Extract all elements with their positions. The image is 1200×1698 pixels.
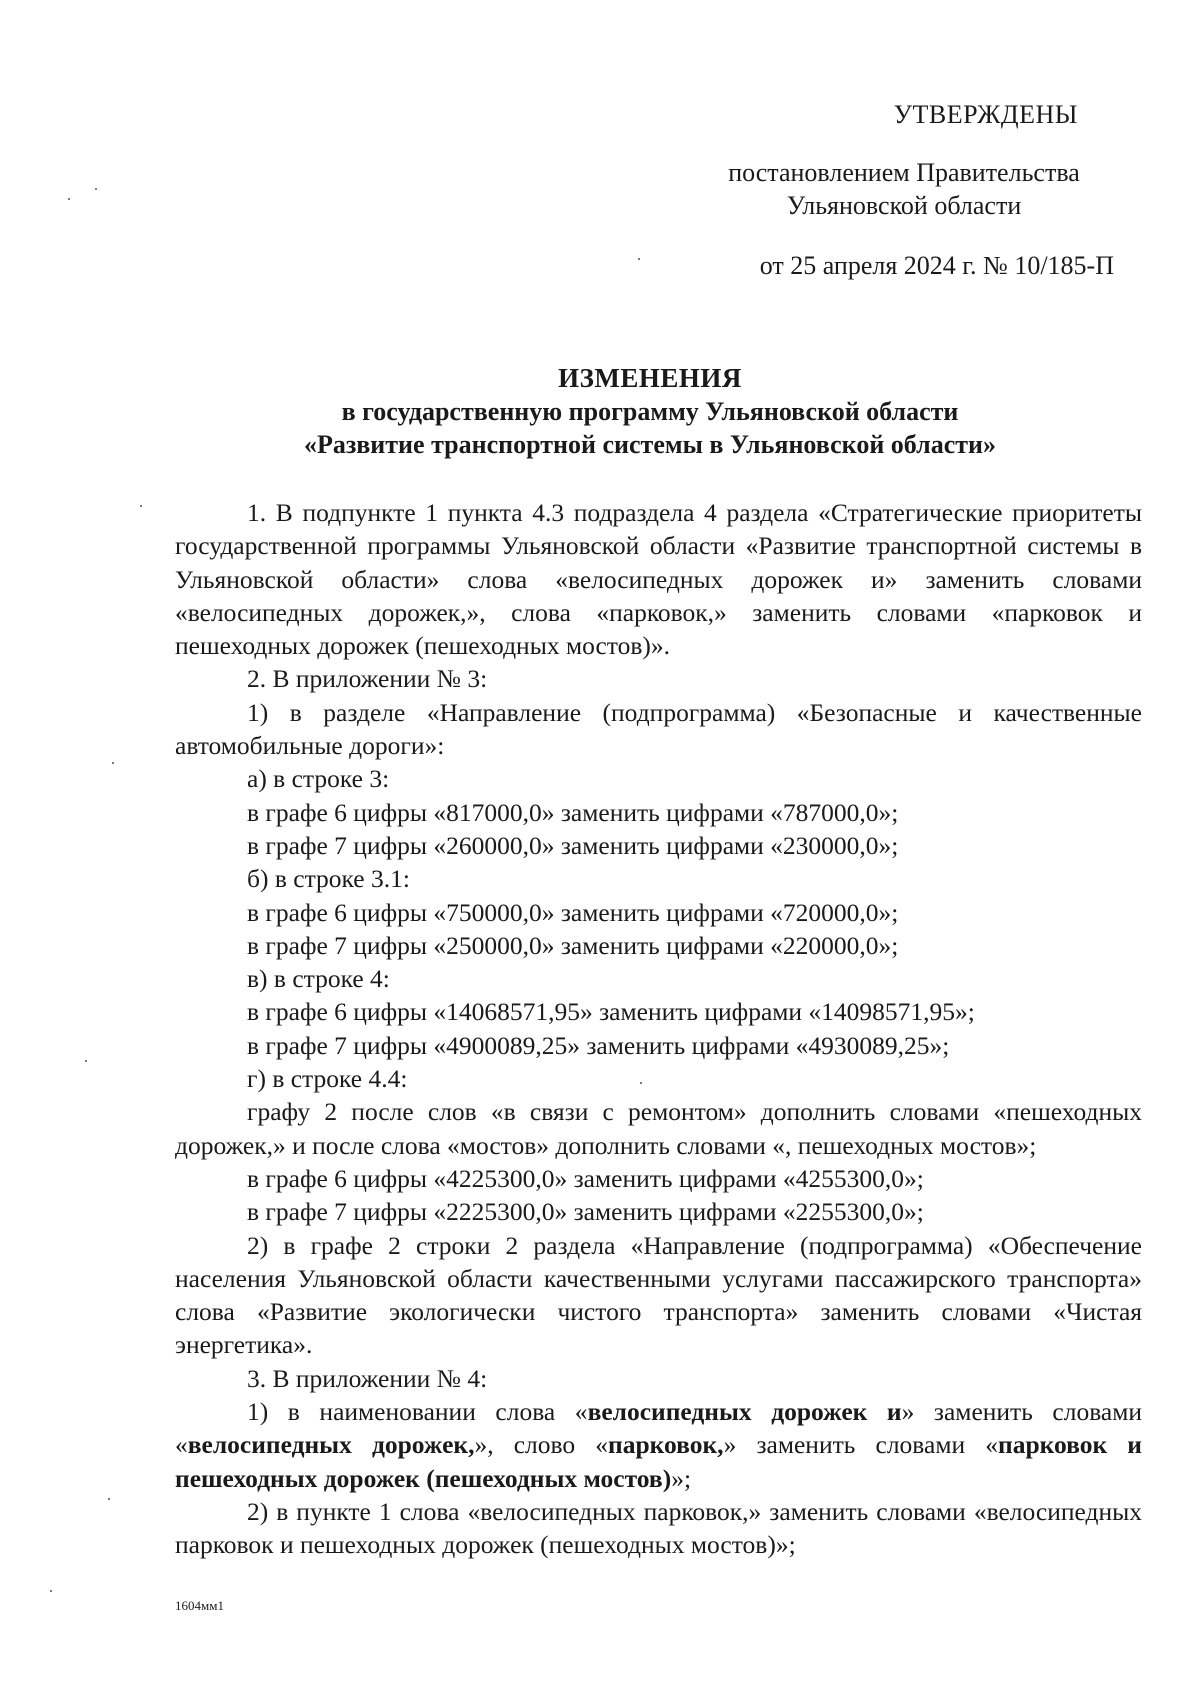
scan-speck bbox=[140, 505, 142, 507]
p19-bold-1: велосипедных дорожек и bbox=[587, 1397, 902, 1427]
paragraph-16: в графе 7 цифры «2225300,0» заменить цифрами «2255300,0»; bbox=[247, 1197, 924, 1227]
scan-speck bbox=[68, 198, 70, 200]
scan-speck bbox=[112, 762, 114, 764]
paragraph-2: 2. В приложении № 3: bbox=[247, 664, 488, 694]
paragraph-11: в графе 6 цифры «14068571,95» заменить цифрами «14098571,95»; bbox=[247, 997, 975, 1027]
paragraph-15: в графе 6 цифры «4225300,0» заменить цифрами «4255300,0»; bbox=[247, 1163, 924, 1193]
p19-bold-4: парковок и пешеходных дорожек (пешеходных мостов) bbox=[175, 1430, 1142, 1493]
approved-by-line-2: Ульяновской области bbox=[786, 191, 1022, 220]
paragraph-9: в графе 7 цифры «250000,0» заменить цифрами «220000,0»; bbox=[247, 930, 899, 960]
paragraph-10: в) в строке 4: bbox=[247, 964, 390, 994]
paragraph-1: 1. В подпункте 1 пункта 4.3 подраздела 4 раздела «Стратегические приоритеты государственной программы Ульяновской области «Развитие транспортной системы в Ульяновской области» слова «велосипедных дорожек и» заменить словами «велосипедных дорожек,», слова «парковок,» заменить словами «парковок и пешеходных дорожек (пешеходных мостов)». bbox=[175, 498, 1142, 661]
scan-speck bbox=[638, 258, 640, 260]
paragraph-13: г) в строке 4.4: bbox=[247, 1064, 408, 1094]
p19-part-e: » заменить словами « bbox=[723, 1430, 999, 1460]
paragraph-18: 3. В приложении № 4: bbox=[247, 1363, 488, 1393]
scan-speck bbox=[50, 1590, 52, 1592]
approval-date: от 25 апреля 2024 г. № 10/185-П bbox=[759, 251, 1114, 280]
paragraph-19 bbox=[175, 1395, 1142, 1495]
paragraph-12: в графе 7 цифры «4900089,25» заменить цифрами «4930089,25»; bbox=[247, 1030, 950, 1060]
p19-bold-2: велосипедных дорожек, bbox=[187, 1430, 475, 1460]
p19-part-a: 1) в наименовании слова « bbox=[247, 1397, 588, 1427]
title-line-2: в государственную программу Ульяновской области bbox=[341, 397, 959, 426]
approval-stamp bbox=[694, 98, 1114, 282]
scan-speck bbox=[640, 1082, 642, 1084]
paragraph-4: а) в строке 3: bbox=[247, 764, 390, 794]
approved-by-line-1: постановлением Правительства bbox=[728, 158, 1080, 187]
scan-speck bbox=[108, 1498, 110, 1500]
scan-speck bbox=[95, 188, 97, 190]
paragraph-5: в графе 6 цифры «817000,0» заменить цифрами «787000,0»; bbox=[247, 797, 899, 827]
p19-part-c: » заменить словами « bbox=[175, 1397, 1142, 1460]
footer-code: 1604мм1 bbox=[175, 1598, 224, 1613]
paragraph-14: графу 2 после слов «в связи с ремонтом» дополнить словами «пешеходных дорожек,» и после слова «мостов» дополнить словами «, пешеходных мостов»; bbox=[175, 1097, 1142, 1160]
scan-speck bbox=[85, 1060, 87, 1062]
paragraph-20: 2) в пункте 1 слова «велосипедных парковок,» заменить словами «велосипедных парковок и пешеходных дорожек (пешеходных мостов)»; bbox=[175, 1496, 1142, 1560]
paragraph-7: б) в строке 3.1: bbox=[247, 864, 410, 894]
p19-part-d: », слово « bbox=[474, 1430, 609, 1460]
title-line-3: «Развитие транспортной системы в Ульяновской области» bbox=[303, 430, 997, 459]
p19-part-f: »; bbox=[671, 1463, 692, 1493]
document-body bbox=[175, 496, 1142, 1562]
paragraph-17: 2) в графе 2 строки 2 раздела «Направление (подпрограмма) «Обеспечение населения Ульяновской области качественными услугами пассажирского транспорта» слова «Развитие экологически чистого транспорта» заменить словами «Чистая энергетика». bbox=[175, 1230, 1142, 1360]
paragraph-3: 1) в разделе «Направление (подпрограмма) «Безопасные и качественные автомобильные дороги»: bbox=[175, 697, 1142, 761]
paragraph-8: в графе 6 цифры «750000,0» заменить цифрами «720000,0»; bbox=[247, 897, 899, 927]
approved-label: УТВЕРЖДЕНЫ bbox=[893, 100, 1078, 129]
p19-bold-3: парковок, bbox=[608, 1430, 724, 1460]
document-title bbox=[150, 362, 1150, 461]
title-heading: ИЗМЕНЕНИЯ bbox=[558, 363, 742, 393]
paragraph-6: в графе 7 цифры «260000,0» заменить цифрами «230000,0»; bbox=[247, 830, 899, 860]
